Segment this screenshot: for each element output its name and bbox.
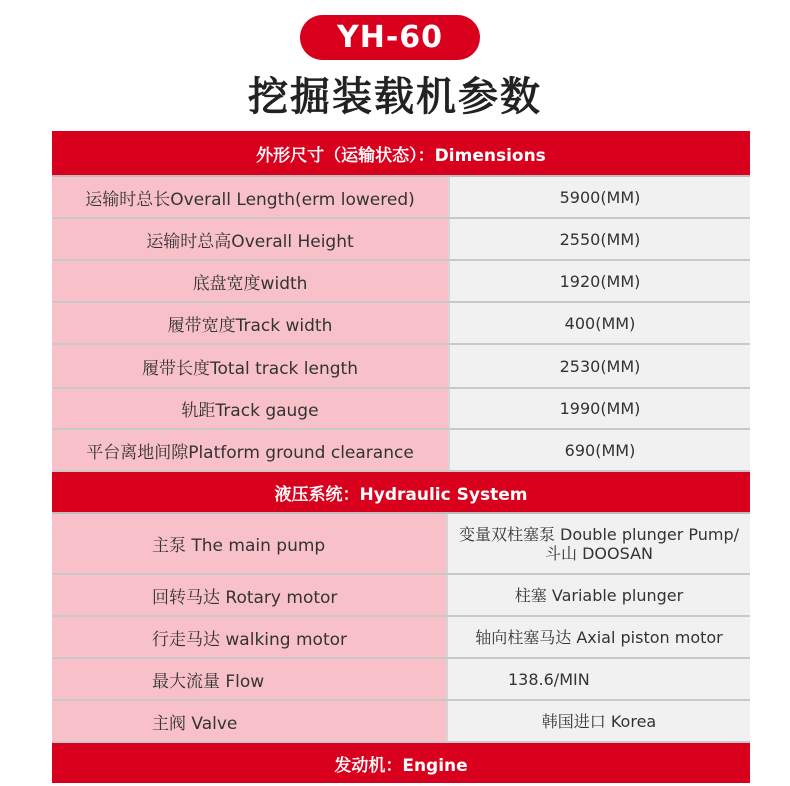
- row-label: 履带长度Total track length: [52, 345, 450, 387]
- row-value: 1920(MM): [450, 261, 750, 301]
- table-row: [52, 389, 750, 430]
- row-value: 138.6/MIN: [448, 659, 750, 699]
- row-label: 平台离地间隙Platform ground clearance: [52, 430, 450, 470]
- section-header-hydraulic: 液压系统：Hydraulic System: [52, 472, 750, 514]
- model-badge: YH-60: [300, 15, 480, 60]
- row-label: 运输时总高Overall Height: [52, 219, 450, 259]
- row-label: 最大流量 Flow: [52, 659, 448, 699]
- row-value: 400(MM): [450, 303, 750, 343]
- row-value: 1990(MM): [450, 389, 750, 428]
- section-header-engine: 发动机：Engine: [52, 743, 750, 783]
- section-header-dimensions: 外形尺寸（运输状态）：Dimensions: [52, 131, 750, 177]
- row-value: 柱塞 Variable plunger: [448, 575, 750, 615]
- row-label: 行走马达 walking motor: [52, 617, 448, 657]
- row-value: 2530(MM): [450, 345, 750, 387]
- row-value: 变量双柱塞泵 Double plunger Pump/ 斗山 DOOSAN: [448, 514, 750, 573]
- table-row: [52, 345, 750, 389]
- row-label: 履带宽度Track width: [52, 303, 450, 343]
- table-row: [52, 177, 750, 219]
- row-value: 690(MM): [450, 430, 750, 470]
- table-row: [52, 514, 750, 575]
- row-value: 韩国进口 Korea: [448, 701, 750, 741]
- table-row: [52, 303, 750, 345]
- row-label: 回转马达 Rotary motor: [52, 575, 448, 615]
- row-label: 底盘宽度width: [52, 261, 450, 301]
- row-value: 2550(MM): [450, 219, 750, 259]
- row-label: 主阀 Valve: [52, 701, 448, 741]
- row-label: 主泵 The main pump: [52, 514, 448, 573]
- table-row: [52, 701, 750, 743]
- table-row: [52, 261, 750, 303]
- spec-table: [52, 131, 750, 783]
- row-value: 轴向柱塞马达 Axial piston motor: [448, 617, 750, 657]
- table-row: [52, 430, 750, 472]
- row-label: 运输时总长Overall Length(erm lowered): [52, 177, 450, 217]
- table-row: [52, 659, 750, 701]
- table-row: [52, 617, 750, 659]
- row-value: 5900(MM): [450, 177, 750, 217]
- page-title: 挖掘装载机参数: [248, 74, 542, 120]
- row-label: 轨距Track gauge: [52, 389, 450, 428]
- table-row: [52, 575, 750, 617]
- table-row: [52, 219, 750, 261]
